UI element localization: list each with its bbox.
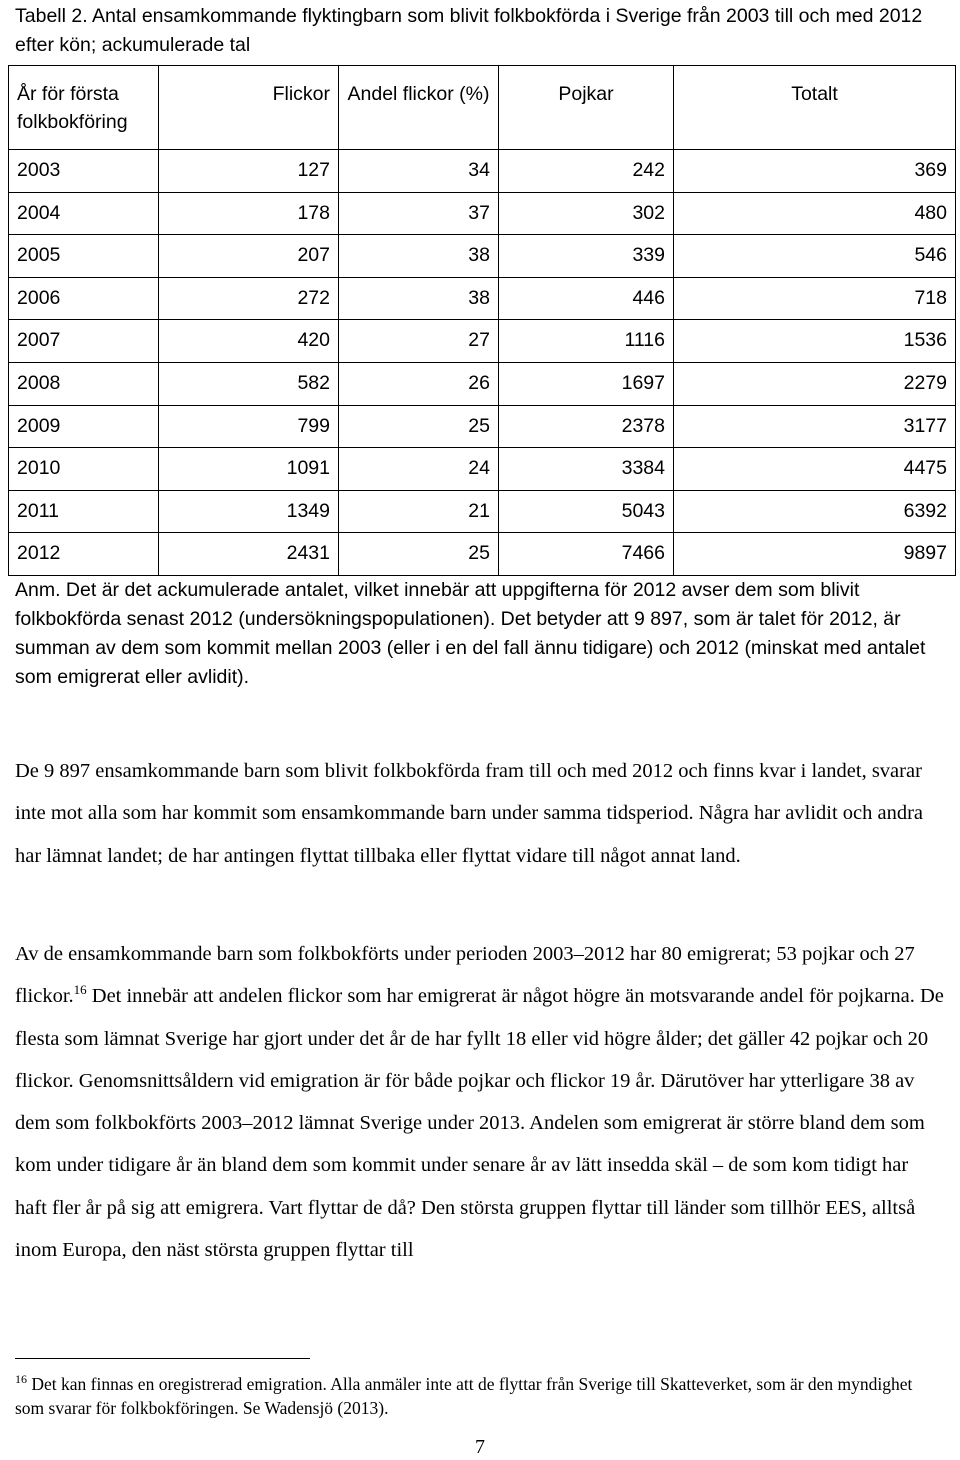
col-header-year: År för första folkbokföring bbox=[9, 66, 159, 150]
cell-boys: 242 bbox=[499, 150, 674, 193]
cell-share-girls: 37 bbox=[339, 192, 499, 235]
cell-girls: 1091 bbox=[159, 448, 339, 491]
cell-year: 2011 bbox=[9, 490, 159, 533]
cell-share-girls: 27 bbox=[339, 320, 499, 363]
table-note: Anm. Det är det ackumulerade antalet, vilket innebär att uppgifterna för 2012 avser dem som blivit folkbokförda senast 2012 (undersökningspopulationen). Det betyder att 9 897, som är talet för 2012, är summan av dem som kommit mellan 2003 (eller i en del fall ännu tidigare) och 2012 (minskat med antalet som emigrerat eller avlidit). bbox=[15, 579, 926, 688]
cell-year: 2003 bbox=[9, 150, 159, 193]
table-row bbox=[9, 448, 956, 491]
cell-girls: 1349 bbox=[159, 490, 339, 533]
table-row bbox=[9, 490, 956, 533]
footnote-reference[interactable]: 16 bbox=[73, 982, 87, 998]
table-row bbox=[9, 192, 956, 235]
footnote-separator bbox=[15, 1358, 310, 1359]
cell-share-girls: 25 bbox=[339, 533, 499, 576]
cell-girls: 799 bbox=[159, 405, 339, 448]
cell-share-girls: 25 bbox=[339, 405, 499, 448]
cell-girls: 178 bbox=[159, 192, 339, 235]
body-paragraph: De 9 897 ensamkommande barn som blivit folkbokförda fram till och med 2012 och finns kvar i landet, svarar inte mot alla som har kommit som ensamkommande barn under samma tidsperiod. Några har avlidit och andra har lämnat landet; de har antingen flyttat tillbaka eller flyttat vidare till något annat land. bbox=[15, 760, 924, 867]
cell-boys: 5043 bbox=[499, 490, 674, 533]
cell-total: 3177 bbox=[674, 405, 956, 448]
cell-boys: 2378 bbox=[499, 405, 674, 448]
cell-girls: 127 bbox=[159, 150, 339, 193]
cell-girls: 2431 bbox=[159, 533, 339, 576]
cell-year: 2006 bbox=[9, 277, 159, 320]
cell-total: 546 bbox=[674, 235, 956, 278]
page-number: 7 bbox=[475, 1436, 485, 1458]
cell-total: 4475 bbox=[674, 448, 956, 491]
col-header-girls: Flickor bbox=[159, 66, 339, 150]
cell-year: 2004 bbox=[9, 192, 159, 235]
table-caption: Tabell 2. Antal ensamkommande flyktingbarn som blivit folkbokförda i Sverige från 2003 till och med 2012 efter kön; ackumulerade tal bbox=[15, 5, 923, 56]
col-header-boys: Pojkar bbox=[499, 66, 674, 150]
cell-boys: 1116 bbox=[499, 320, 674, 363]
body-paragraph bbox=[15, 933, 945, 1271]
cell-total: 1536 bbox=[674, 320, 956, 363]
footnote bbox=[15, 1372, 945, 1420]
cell-boys: 302 bbox=[499, 192, 674, 235]
cell-total: 9897 bbox=[674, 533, 956, 576]
col-header-total: Totalt bbox=[674, 66, 956, 150]
footnote-number: 16 bbox=[15, 1371, 27, 1386]
cell-year: 2012 bbox=[9, 533, 159, 576]
table-row bbox=[9, 150, 956, 193]
paragraph-text: Det innebär att andelen flickor som har emigrerat är något högre än motsvarande andel för pojkarna. De flesta som lämnat Sverige har gjort under det år de har fyllt 18 eller vid högre ålder; det gäller 42 pojkar och 20 flickor. Genomsnittsåldern vid emigration är för både pojkar och flickor 19 år. Därutöver har ytterligare 38 av dem som folkbokförts 2003–2012 lämnat Sverige under 2013. Andelen som emigrerat är större bland dem som kom under tidigare år än bland dem som kommit under senare år av lätt insedda skäl – de som kom tidigt har haft fler år på sig att emigrera. Vart flyttar de då? Den största gruppen flyttar till länder som tillhör EES, alltså inom Europa, den näst största gruppen flyttar till bbox=[15, 985, 944, 1262]
table-row bbox=[9, 277, 956, 320]
cell-year: 2008 bbox=[9, 362, 159, 405]
cell-share-girls: 24 bbox=[339, 448, 499, 491]
footnote-text: Det kan finnas en oregistrerad emigration. Alla anmäler inte att de flyttar från Sverige till Skatteverket, som är den myndighet som svarar för folkbokföringen. Se Wadensjö (2013). bbox=[15, 1374, 913, 1418]
cell-girls: 272 bbox=[159, 277, 339, 320]
cell-share-girls: 34 bbox=[339, 150, 499, 193]
cell-girls: 582 bbox=[159, 362, 339, 405]
cell-year: 2007 bbox=[9, 320, 159, 363]
cell-year: 2010 bbox=[9, 448, 159, 491]
table-row bbox=[9, 362, 956, 405]
col-header-share-girls: Andel flickor (%) bbox=[339, 66, 499, 150]
cell-girls: 207 bbox=[159, 235, 339, 278]
cell-total: 369 bbox=[674, 150, 956, 193]
cell-boys: 339 bbox=[499, 235, 674, 278]
data-table bbox=[8, 65, 956, 576]
cell-total: 2279 bbox=[674, 362, 956, 405]
cell-share-girls: 38 bbox=[339, 235, 499, 278]
cell-girls: 420 bbox=[159, 320, 339, 363]
paragraph-text: Av de ensamkommande barn som folkbokförts under perioden 2003–2012 har 80 emigrerat; 53 pojkar och 27 flickor. bbox=[15, 943, 915, 1008]
cell-total: 480 bbox=[674, 192, 956, 235]
cell-share-girls: 21 bbox=[339, 490, 499, 533]
cell-boys: 7466 bbox=[499, 533, 674, 576]
cell-year: 2005 bbox=[9, 235, 159, 278]
cell-year: 2009 bbox=[9, 405, 159, 448]
cell-total: 6392 bbox=[674, 490, 956, 533]
cell-total: 718 bbox=[674, 277, 956, 320]
table-row bbox=[9, 320, 956, 363]
cell-boys: 1697 bbox=[499, 362, 674, 405]
cell-share-girls: 26 bbox=[339, 362, 499, 405]
table-header-row bbox=[9, 66, 956, 150]
table-row bbox=[9, 533, 956, 576]
cell-boys: 446 bbox=[499, 277, 674, 320]
cell-share-girls: 38 bbox=[339, 277, 499, 320]
table-row bbox=[9, 405, 956, 448]
table-row bbox=[9, 235, 956, 278]
cell-boys: 3384 bbox=[499, 448, 674, 491]
